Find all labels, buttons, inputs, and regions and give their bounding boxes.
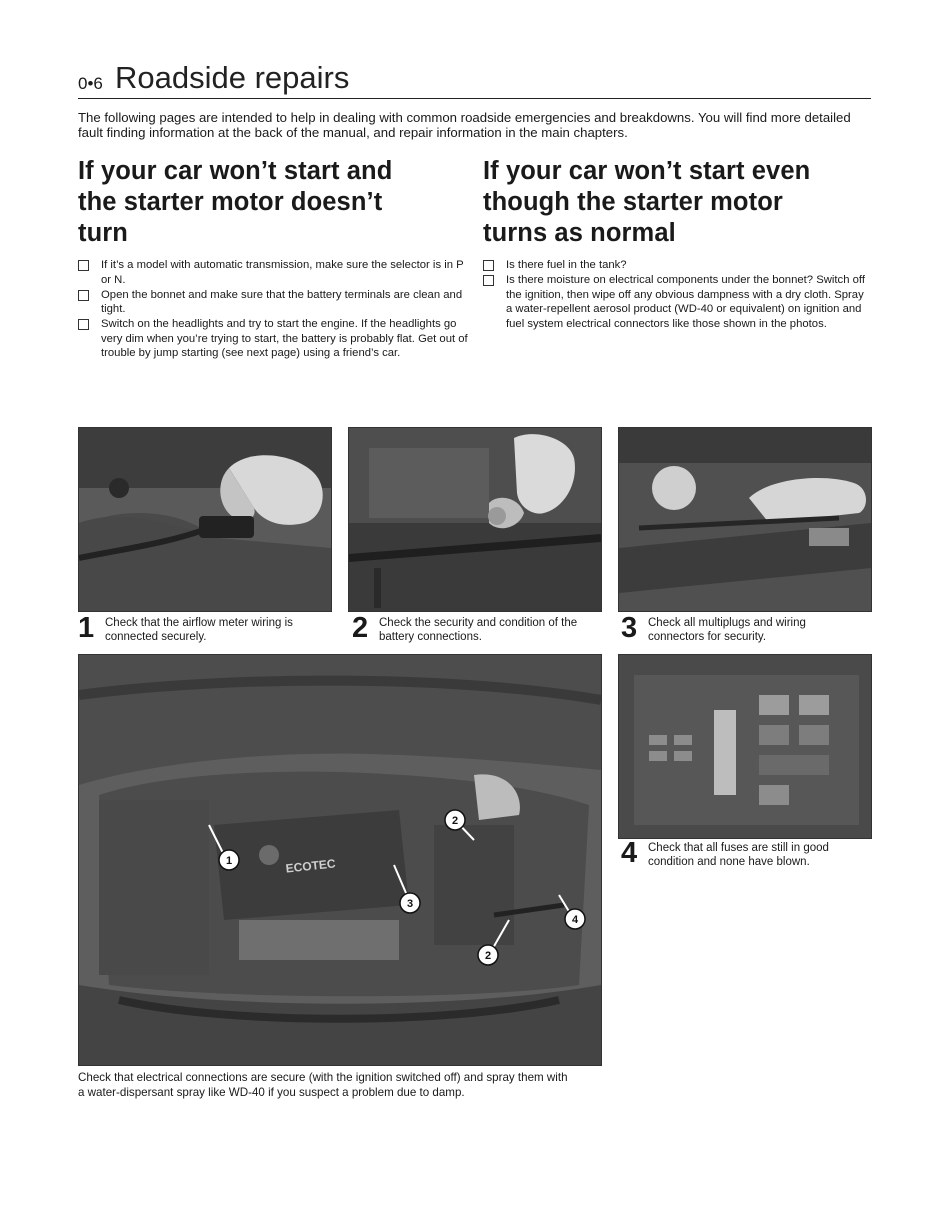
intro-paragraph: The following pages are intended to help in dealing with common roadside emergencies and breakdowns. You will find more detailed fault finding information at the back of the manual, and repair information in the main chapters. <box>78 110 851 140</box>
page-header <box>78 58 871 99</box>
caption-number: 1 <box>78 612 95 644</box>
caption-line: connectors for security. <box>648 631 767 643</box>
right-heading-line: though the starter motor <box>483 188 783 216</box>
callout-number: 2 <box>484 950 492 962</box>
caption-number: 2 <box>352 612 369 644</box>
checklist-item <box>78 258 470 287</box>
caption-number: 4 <box>621 837 638 869</box>
caption-line: Check the security and condition of the <box>379 617 578 629</box>
callout-number: 2 <box>451 815 459 827</box>
caption-line: Check that all fuses are still in good <box>648 842 829 854</box>
caption-line: a water-dispersant spray like WD-40 if you suspect a problem due to damp. <box>78 1085 465 1099</box>
caption-number: 3 <box>621 612 638 644</box>
checkbox-icon <box>483 275 494 286</box>
photo-engine-bay <box>78 654 602 1066</box>
checkbox-icon <box>78 319 89 330</box>
caption-line: condition and none have blown. <box>648 856 810 868</box>
photo-fuse-box <box>618 654 872 839</box>
photo-multiplugs <box>618 427 872 612</box>
caption-line: battery connections. <box>379 631 482 643</box>
checkbox-icon <box>78 260 89 271</box>
checkbox-icon <box>483 260 494 271</box>
left-heading-line: If your car won’t start and <box>78 157 393 185</box>
callout-3 <box>400 893 420 913</box>
checklist-item <box>78 288 470 317</box>
page-title: Roadside repairs <box>115 60 350 95</box>
callout-4 <box>565 909 585 929</box>
callout-number: 4 <box>571 914 579 926</box>
callout-2-lower <box>478 945 498 965</box>
caption-line: Check all multiplugs and wiring <box>648 617 806 629</box>
left-heading-line: turn <box>78 219 128 247</box>
caption-text <box>648 616 806 644</box>
caption-text <box>379 616 577 644</box>
checklist-item-text: If it’s a model with automatic transmission, make sure the selector is in P or N. <box>101 259 464 286</box>
checklist-item <box>483 273 873 331</box>
callout-1 <box>219 850 239 870</box>
caption-line: connected securely. <box>105 631 207 643</box>
right-checklist <box>483 258 873 332</box>
checklist-item-text: Is there fuel in the tank? <box>506 259 627 271</box>
left-heading <box>78 156 458 249</box>
page-number: 0•6 <box>78 74 103 93</box>
caption-text <box>648 841 829 869</box>
callout-number: 1 <box>225 855 233 867</box>
caption-line: Check that the airflow meter wiring is <box>105 617 293 629</box>
caption-line: Check that electrical connections are secure (with the ignition switched off) and spray them with <box>78 1071 568 1084</box>
checklist-item-text: Switch on the headlights and try to start the engine. If the headlights go very dim when you’re trying to start, the battery is probably flat. Get out of trouble by jump starting (see next page) using a friend’s car. <box>101 318 468 359</box>
checklist-item <box>78 317 470 361</box>
right-heading-line: If your car won’t start even <box>483 157 811 185</box>
callout-2-upper <box>445 810 465 830</box>
main-photo-caption <box>78 1071 608 1100</box>
caption-text <box>105 616 293 644</box>
right-heading-line: turns as normal <box>483 219 676 247</box>
photo-airflow-meter <box>78 427 332 612</box>
checkbox-icon <box>78 290 89 301</box>
photo-battery-terminal <box>348 427 602 612</box>
checklist-item <box>483 258 873 273</box>
right-heading <box>483 156 863 249</box>
left-checklist <box>78 258 470 361</box>
callout-number: 3 <box>406 898 414 910</box>
engine-label: ECOTEC <box>284 856 337 876</box>
checklist-item-text: Is there moisture on electrical components under the bonnet? Switch off the ignition, then wipe off any obvious dampness with a dry cloth. Spray a water-repellent aerosol product (WD-40 or equivalent) on ignition and fuel system electrical connectors like those shown in the photos. <box>506 274 865 330</box>
checklist-item-text: Open the bonnet and make sure that the battery terminals are clean and tight. <box>101 288 463 315</box>
left-heading-line: the starter motor doesn’t <box>78 188 383 216</box>
